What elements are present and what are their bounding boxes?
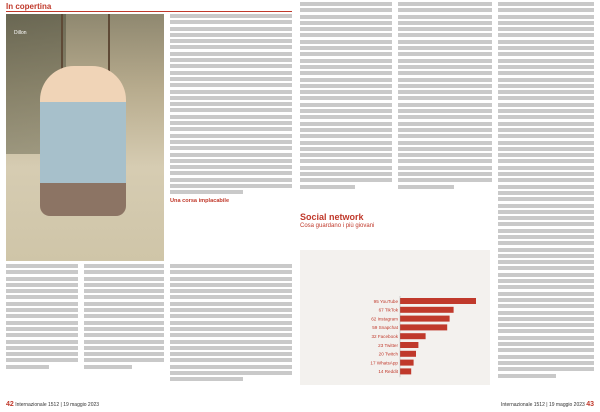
photo-subject (40, 66, 126, 216)
chart-bar-twitch (400, 351, 416, 357)
chart-bar-reddit (400, 368, 411, 374)
subhead-cheap-life: Una corsa implacabile (170, 198, 230, 204)
chart-category-label: 95 YouTube (373, 298, 398, 304)
chart-bar-snapchat (400, 324, 447, 330)
footer-right (501, 401, 594, 408)
article-text-col-2 (84, 264, 164, 371)
footer-right-text: Internazionale 1512 | 19 maggio 2023 (500, 402, 585, 408)
chart-category-label: 23 Twitter (378, 342, 398, 348)
footer-left-text: Internazionale 1512 | 19 maggio 2023 (15, 402, 100, 408)
article-text-col-1 (6, 264, 78, 371)
article-text-col-6 (398, 2, 492, 191)
article-text-col-3 (170, 14, 292, 197)
chart-bar-whatsapp (400, 360, 414, 366)
chart-category-label: 20 Twitch (378, 351, 398, 357)
chart-bar-instagram (400, 316, 450, 322)
chart-category-label: 59 Snapchat (372, 325, 398, 331)
page-number-right: 43 (586, 401, 594, 408)
section-rule (6, 11, 292, 12)
chart-svg (300, 250, 490, 385)
chart-category-label: 32 Facebook (371, 334, 398, 339)
chart-bar-tiktok (400, 307, 454, 313)
chart-category-label: 14 Reddit (378, 369, 398, 375)
chart-bar-twitter (400, 342, 418, 348)
article-text-col-7 (498, 2, 594, 400)
infographic-title: Social network (300, 212, 364, 222)
footer-left (6, 401, 99, 408)
chart-category-label: 62 Instagram (371, 316, 398, 322)
chart-category-label: 17 WhatsApp (370, 360, 398, 366)
cover-photo (6, 14, 164, 261)
chart-bar-youtube (400, 298, 476, 304)
chart-bar-facebook (400, 333, 426, 339)
page-number-left: 42 (6, 401, 14, 408)
article-text-col-4 (170, 264, 292, 384)
photo-credit: Dillon (14, 30, 27, 36)
chart-category-label: 67 TikTok (378, 307, 398, 313)
infographic-subtitle: Cosa guardano i più giovani (300, 223, 375, 229)
article-text-col-5 (300, 2, 392, 191)
social-network-chart (300, 250, 490, 385)
section-title: In copertina (6, 2, 52, 11)
